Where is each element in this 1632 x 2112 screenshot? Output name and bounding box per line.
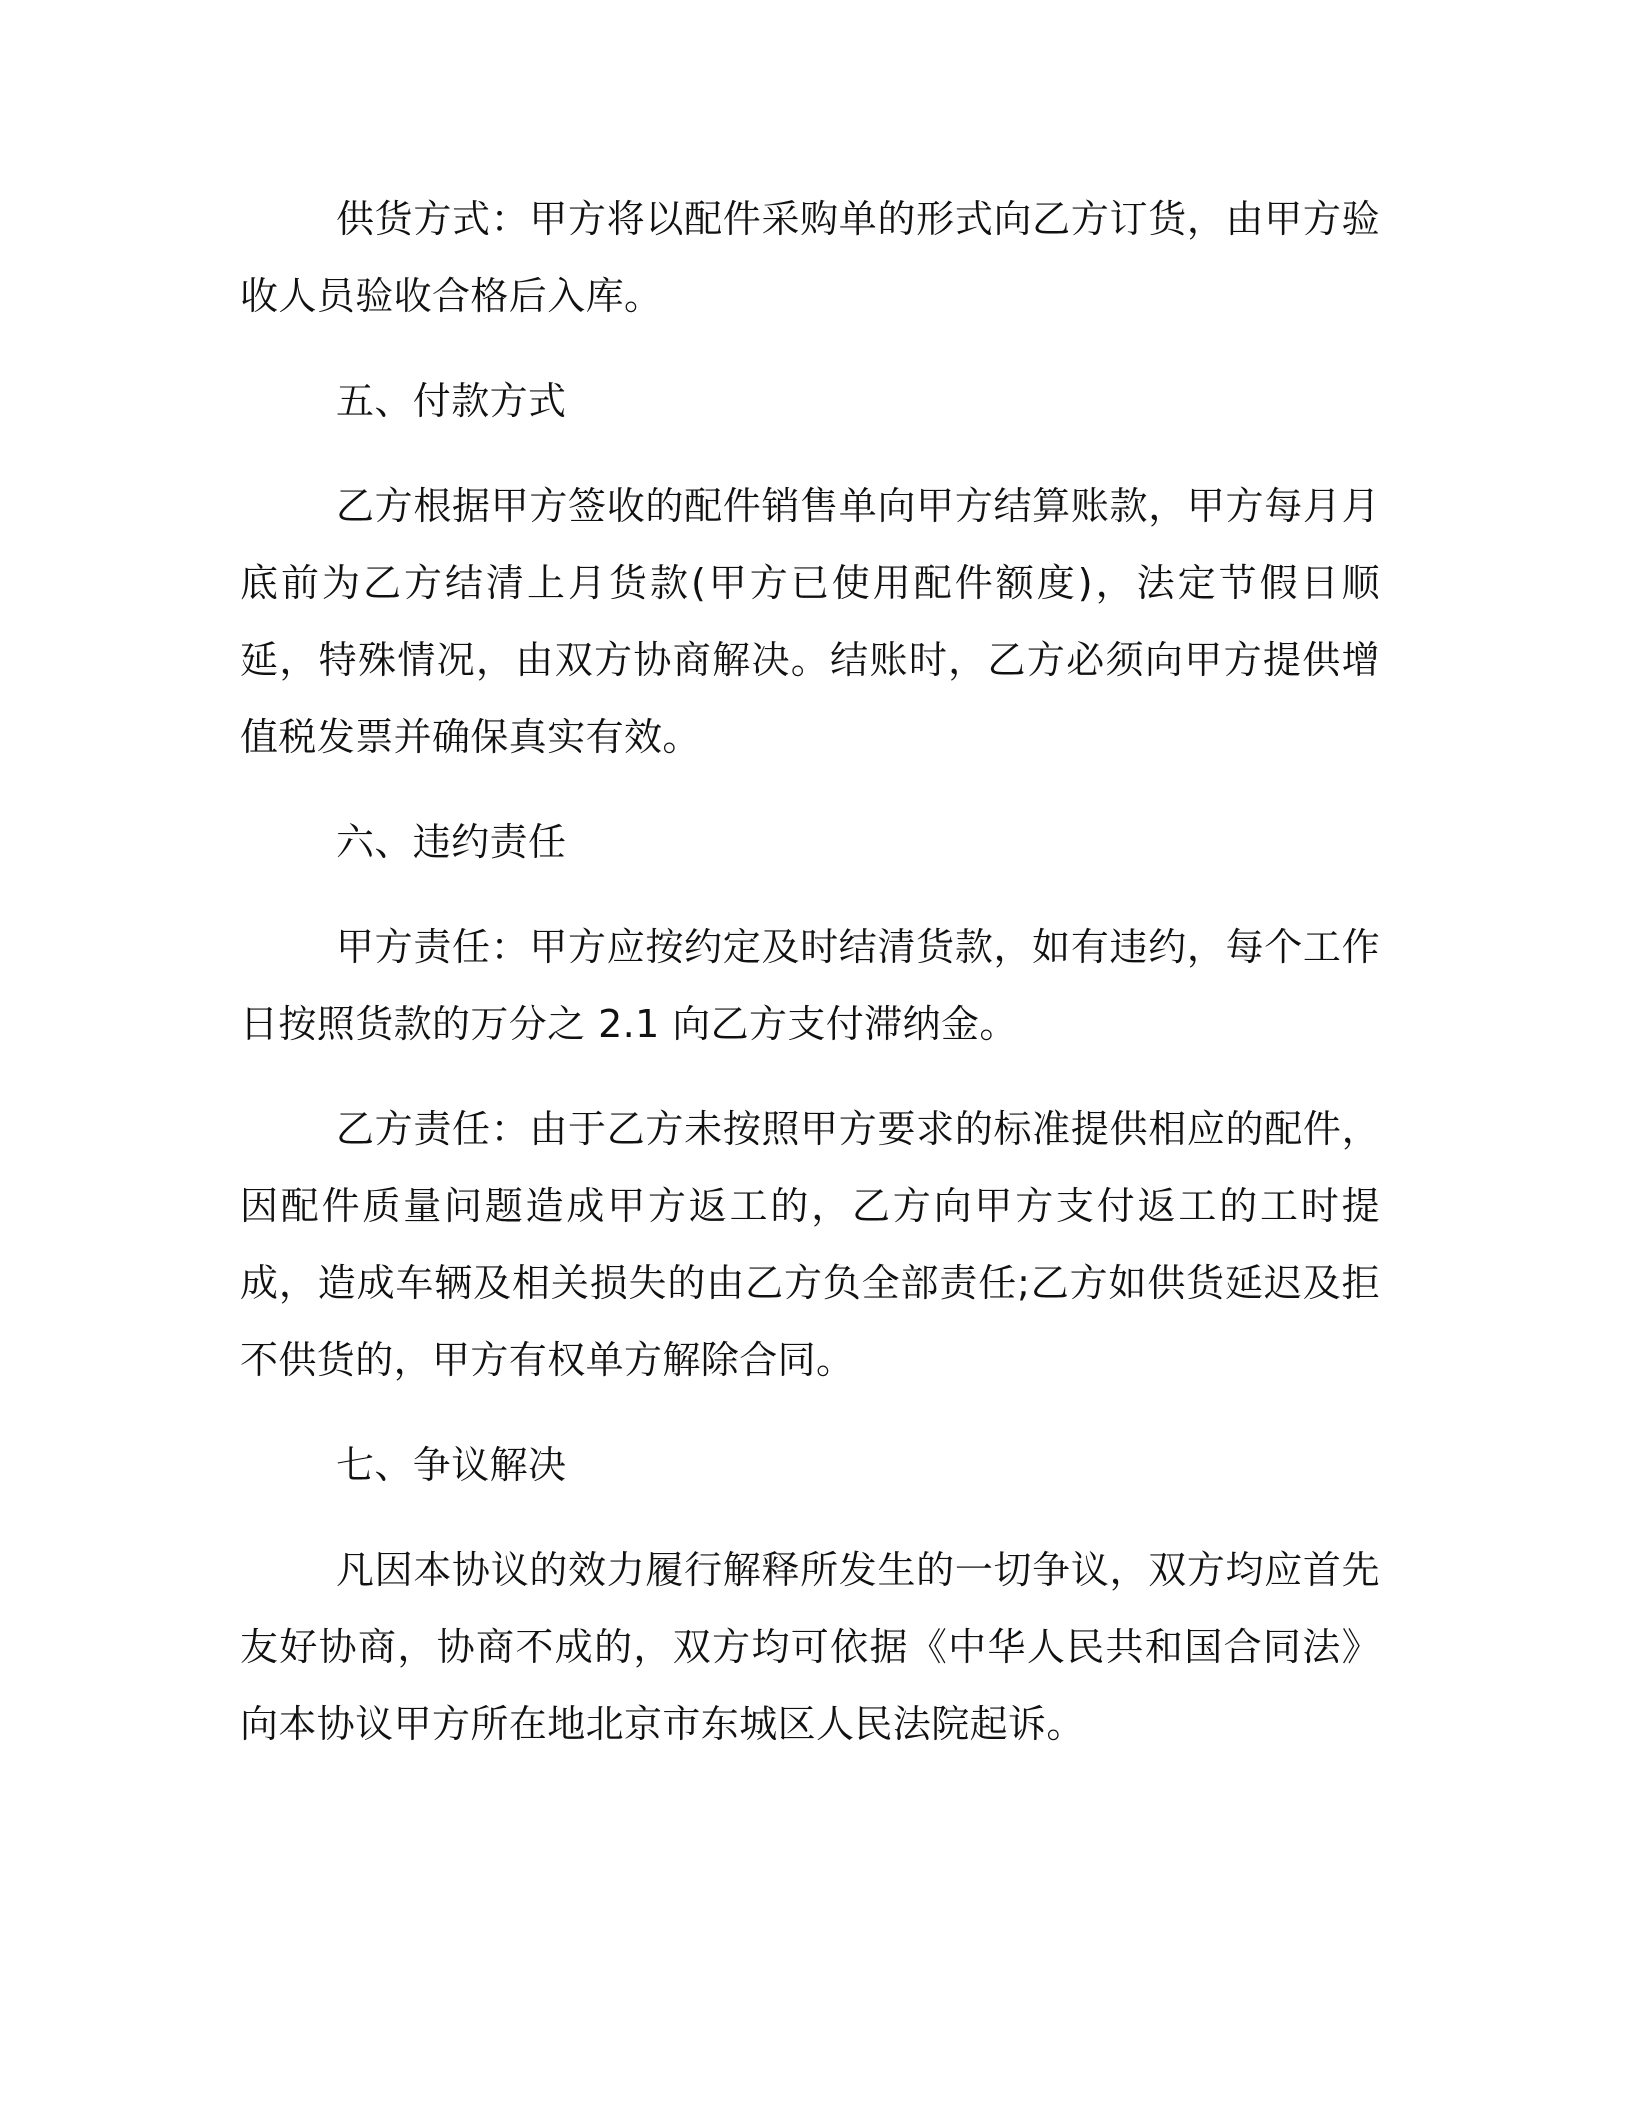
document-body xyxy=(240,181,1380,1763)
paragraph-party-b-liability: 乙方责任：由于乙方未按照甲方要求的标准提供相应的配件，因配件质量问题造成甲方返工的，乙方向甲方支付返工的工时提成，造成车辆及相关损失的由乙方负全部责任;乙方如供货延迟及拒不供货的，甲方有权单方解除合同。 xyxy=(240,1107,1380,1382)
section-heading-payment: 五、付款方式 xyxy=(336,379,567,423)
paragraph-dispute-resolution: 凡因本协议的效力履行解释所发生的一切争议，双方均应首先友好协商，协商不成的，双方均可依据《中华人民共和国合同法》向本协议甲方所在地北京市东城区人民法院起诉。 xyxy=(240,1548,1380,1746)
paragraph-party-a-liability: 甲方责任：甲方应按约定及时结清货款，如有违约，每个工作日按照货款的万分之 2.1 向乙方支付滞纳金。 xyxy=(240,925,1380,1046)
section-heading-dispute: 七、争议解决 xyxy=(336,1443,567,1487)
paragraph-supply-method: 供货方式：甲方将以配件采购单的形式向乙方订货，由甲方验收人员验收合格后入库。 xyxy=(240,197,1380,318)
section-heading-liability: 六、违约责任 xyxy=(336,820,567,864)
paragraph-payment: 乙方根据甲方签收的配件销售单向甲方结算账款，甲方每月月底前为乙方结清上月货款(甲方已使用配件额度)，法定节假日顺延，特殊情况，由双方协商解决。结账时，乙方必须向甲方提供增值税发票并确保真实有效。 xyxy=(240,484,1380,759)
